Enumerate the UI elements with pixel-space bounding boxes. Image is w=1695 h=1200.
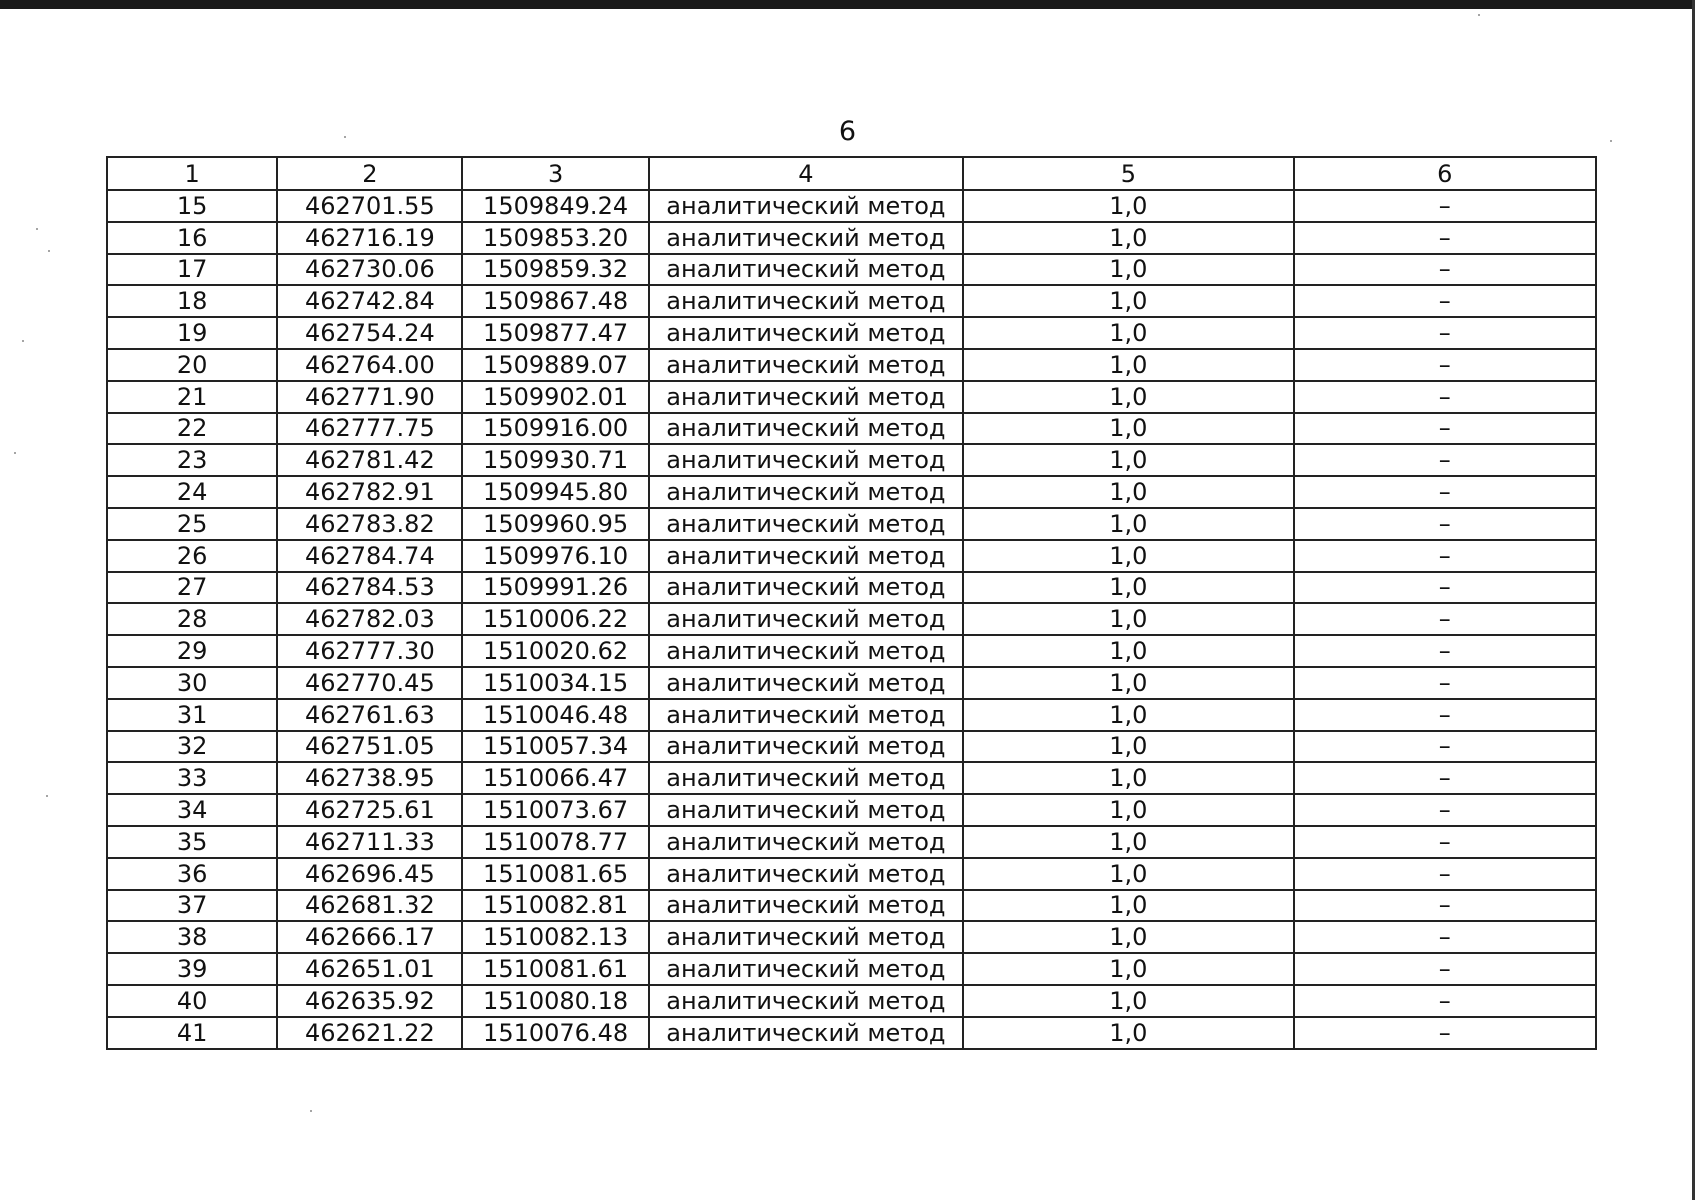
- x-coordinate-cell: 462738.95: [277, 762, 462, 794]
- x-coordinate-cell: 462777.75: [277, 413, 462, 445]
- method-cell: аналитический метод: [649, 762, 963, 794]
- method-cell: аналитический метод: [649, 349, 963, 381]
- table-row: [107, 603, 1596, 635]
- y-coordinate-cell: 1510081.65: [462, 858, 648, 890]
- method-cell: аналитический метод: [649, 667, 963, 699]
- scan-speck: [1478, 14, 1480, 16]
- method-cell: аналитический метод: [649, 603, 963, 635]
- table-row: [107, 572, 1596, 604]
- description-cell: –: [1294, 1017, 1596, 1049]
- point-number-cell: 27: [107, 572, 277, 604]
- point-number-cell: 41: [107, 1017, 277, 1049]
- x-coordinate-cell: 462742.84: [277, 285, 462, 317]
- method-cell: аналитический метод: [649, 285, 963, 317]
- table-row: [107, 667, 1596, 699]
- y-coordinate-cell: 1509889.07: [462, 349, 648, 381]
- method-cell: аналитический метод: [649, 953, 963, 985]
- y-coordinate-cell: 1510046.48: [462, 699, 648, 731]
- description-cell: –: [1294, 826, 1596, 858]
- table-row: [107, 540, 1596, 572]
- y-coordinate-cell: 1510076.48: [462, 1017, 648, 1049]
- description-cell: –: [1294, 540, 1596, 572]
- page-number: 6: [838, 116, 857, 147]
- scan-speck: [1610, 140, 1612, 142]
- accuracy-cell: 1,0: [963, 603, 1293, 635]
- method-cell: аналитический метод: [649, 572, 963, 604]
- y-coordinate-cell: 1509976.10: [462, 540, 648, 572]
- description-cell: –: [1294, 731, 1596, 763]
- scan-speck: [310, 1110, 312, 1112]
- y-coordinate-cell: 1510057.34: [462, 731, 648, 763]
- point-number-cell: 38: [107, 921, 277, 953]
- x-coordinate-cell: 462635.92: [277, 985, 462, 1017]
- scan-speck: [14, 452, 16, 454]
- coordinates-table: [106, 156, 1597, 1050]
- table-row: [107, 731, 1596, 763]
- description-cell: –: [1294, 858, 1596, 890]
- point-number-cell: 39: [107, 953, 277, 985]
- description-cell: –: [1294, 794, 1596, 826]
- accuracy-cell: 1,0: [963, 762, 1293, 794]
- y-coordinate-cell: 1509930.71: [462, 444, 648, 476]
- table-row: [107, 921, 1596, 953]
- method-cell: аналитический метод: [649, 826, 963, 858]
- point-number-cell: 32: [107, 731, 277, 763]
- x-coordinate-cell: 462681.32: [277, 890, 462, 922]
- method-cell: аналитический метод: [649, 381, 963, 413]
- y-coordinate-cell: 1510082.13: [462, 921, 648, 953]
- column-header-4: 4: [649, 157, 963, 190]
- point-number-cell: 15: [107, 190, 277, 222]
- x-coordinate-cell: 462784.74: [277, 540, 462, 572]
- description-cell: –: [1294, 444, 1596, 476]
- scan-speck: [48, 250, 50, 252]
- point-number-cell: 21: [107, 381, 277, 413]
- method-cell: аналитический метод: [649, 222, 963, 254]
- point-number-cell: 29: [107, 635, 277, 667]
- point-number-cell: 26: [107, 540, 277, 572]
- method-cell: аналитический метод: [649, 317, 963, 349]
- x-coordinate-cell: 462666.17: [277, 921, 462, 953]
- x-coordinate-cell: 462782.03: [277, 603, 462, 635]
- table-header: [107, 157, 1596, 190]
- description-cell: –: [1294, 667, 1596, 699]
- point-number-cell: 22: [107, 413, 277, 445]
- x-coordinate-cell: 462771.90: [277, 381, 462, 413]
- accuracy-cell: 1,0: [963, 826, 1293, 858]
- method-cell: аналитический метод: [649, 699, 963, 731]
- accuracy-cell: 1,0: [963, 349, 1293, 381]
- y-coordinate-cell: 1509916.00: [462, 413, 648, 445]
- table-row: [107, 317, 1596, 349]
- table-body: [107, 190, 1596, 1049]
- scan-speck: [46, 795, 48, 797]
- accuracy-cell: 1,0: [963, 1017, 1293, 1049]
- accuracy-cell: 1,0: [963, 508, 1293, 540]
- x-coordinate-cell: 462751.05: [277, 731, 462, 763]
- point-number-cell: 40: [107, 985, 277, 1017]
- table-row: [107, 476, 1596, 508]
- accuracy-cell: 1,0: [963, 667, 1293, 699]
- y-coordinate-cell: 1510081.61: [462, 953, 648, 985]
- table-row: [107, 508, 1596, 540]
- y-coordinate-cell: 1510078.77: [462, 826, 648, 858]
- description-cell: –: [1294, 508, 1596, 540]
- description-cell: –: [1294, 635, 1596, 667]
- method-cell: аналитический метод: [649, 858, 963, 890]
- method-cell: аналитический метод: [649, 190, 963, 222]
- accuracy-cell: 1,0: [963, 985, 1293, 1017]
- table-row: [107, 285, 1596, 317]
- description-cell: –: [1294, 190, 1596, 222]
- description-cell: –: [1294, 222, 1596, 254]
- description-cell: –: [1294, 413, 1596, 445]
- x-coordinate-cell: 462725.61: [277, 794, 462, 826]
- accuracy-cell: 1,0: [963, 699, 1293, 731]
- scan-speck: [22, 340, 24, 342]
- point-number-cell: 37: [107, 890, 277, 922]
- method-cell: аналитический метод: [649, 921, 963, 953]
- y-coordinate-cell: 1509902.01: [462, 381, 648, 413]
- table-row: [107, 1017, 1596, 1049]
- accuracy-cell: 1,0: [963, 381, 1293, 413]
- description-cell: –: [1294, 603, 1596, 635]
- x-coordinate-cell: 462761.63: [277, 699, 462, 731]
- description-cell: –: [1294, 349, 1596, 381]
- point-number-cell: 31: [107, 699, 277, 731]
- page-top-border: [0, 0, 1695, 9]
- description-cell: –: [1294, 762, 1596, 794]
- x-coordinate-cell: 462711.33: [277, 826, 462, 858]
- y-coordinate-cell: 1509945.80: [462, 476, 648, 508]
- point-number-cell: 35: [107, 826, 277, 858]
- x-coordinate-cell: 462696.45: [277, 858, 462, 890]
- y-coordinate-cell: 1510020.62: [462, 635, 648, 667]
- x-coordinate-cell: 462782.91: [277, 476, 462, 508]
- description-cell: –: [1294, 381, 1596, 413]
- description-cell: –: [1294, 285, 1596, 317]
- table-row: [107, 699, 1596, 731]
- accuracy-cell: 1,0: [963, 731, 1293, 763]
- table-row: [107, 890, 1596, 922]
- description-cell: –: [1294, 890, 1596, 922]
- table-row: [107, 222, 1596, 254]
- x-coordinate-cell: 462754.24: [277, 317, 462, 349]
- accuracy-cell: 1,0: [963, 254, 1293, 286]
- point-number-cell: 28: [107, 603, 277, 635]
- y-coordinate-cell: 1509867.48: [462, 285, 648, 317]
- method-cell: аналитический метод: [649, 1017, 963, 1049]
- y-coordinate-cell: 1509853.20: [462, 222, 648, 254]
- point-number-cell: 18: [107, 285, 277, 317]
- x-coordinate-cell: 462783.82: [277, 508, 462, 540]
- scan-speck: [36, 228, 38, 230]
- point-number-cell: 20: [107, 349, 277, 381]
- method-cell: аналитический метод: [649, 794, 963, 826]
- accuracy-cell: 1,0: [963, 794, 1293, 826]
- y-coordinate-cell: 1509849.24: [462, 190, 648, 222]
- accuracy-cell: 1,0: [963, 413, 1293, 445]
- x-coordinate-cell: 462730.06: [277, 254, 462, 286]
- accuracy-cell: 1,0: [963, 285, 1293, 317]
- point-number-cell: 33: [107, 762, 277, 794]
- table-row: [107, 635, 1596, 667]
- description-cell: –: [1294, 985, 1596, 1017]
- accuracy-cell: 1,0: [963, 222, 1293, 254]
- y-coordinate-cell: 1510006.22: [462, 603, 648, 635]
- x-coordinate-cell: 462716.19: [277, 222, 462, 254]
- column-header-5: 5: [963, 157, 1293, 190]
- x-coordinate-cell: 462651.01: [277, 953, 462, 985]
- accuracy-cell: 1,0: [963, 476, 1293, 508]
- point-number-cell: 17: [107, 254, 277, 286]
- table-row: [107, 985, 1596, 1017]
- y-coordinate-cell: 1510080.18: [462, 985, 648, 1017]
- column-header-6: 6: [1294, 157, 1596, 190]
- accuracy-cell: 1,0: [963, 635, 1293, 667]
- scan-speck: [344, 136, 346, 138]
- y-coordinate-cell: 1509960.95: [462, 508, 648, 540]
- point-number-cell: 19: [107, 317, 277, 349]
- point-number-cell: 25: [107, 508, 277, 540]
- table-row: [107, 190, 1596, 222]
- header-row: [107, 157, 1596, 190]
- method-cell: аналитический метод: [649, 985, 963, 1017]
- accuracy-cell: 1,0: [963, 858, 1293, 890]
- x-coordinate-cell: 462770.45: [277, 667, 462, 699]
- method-cell: аналитический метод: [649, 731, 963, 763]
- x-coordinate-cell: 462784.53: [277, 572, 462, 604]
- table-row: [107, 762, 1596, 794]
- description-cell: –: [1294, 476, 1596, 508]
- accuracy-cell: 1,0: [963, 953, 1293, 985]
- y-coordinate-cell: 1510034.15: [462, 667, 648, 699]
- description-cell: –: [1294, 953, 1596, 985]
- method-cell: аналитический метод: [649, 540, 963, 572]
- point-number-cell: 36: [107, 858, 277, 890]
- method-cell: аналитический метод: [649, 413, 963, 445]
- column-header-2: 2: [277, 157, 462, 190]
- y-coordinate-cell: 1510082.81: [462, 890, 648, 922]
- y-coordinate-cell: 1509859.32: [462, 254, 648, 286]
- table-row: [107, 413, 1596, 445]
- method-cell: аналитический метод: [649, 508, 963, 540]
- y-coordinate-cell: 1509991.26: [462, 572, 648, 604]
- description-cell: –: [1294, 572, 1596, 604]
- table-row: [107, 858, 1596, 890]
- x-coordinate-cell: 462781.42: [277, 444, 462, 476]
- accuracy-cell: 1,0: [963, 890, 1293, 922]
- description-cell: –: [1294, 254, 1596, 286]
- accuracy-cell: 1,0: [963, 317, 1293, 349]
- table-row: [107, 254, 1596, 286]
- point-number-cell: 24: [107, 476, 277, 508]
- table-row: [107, 444, 1596, 476]
- y-coordinate-cell: 1509877.47: [462, 317, 648, 349]
- column-header-3: 3: [462, 157, 648, 190]
- y-coordinate-cell: 1510066.47: [462, 762, 648, 794]
- x-coordinate-cell: 462764.00: [277, 349, 462, 381]
- point-number-cell: 30: [107, 667, 277, 699]
- method-cell: аналитический метод: [649, 890, 963, 922]
- accuracy-cell: 1,0: [963, 190, 1293, 222]
- table-row: [107, 381, 1596, 413]
- point-number-cell: 34: [107, 794, 277, 826]
- accuracy-cell: 1,0: [963, 572, 1293, 604]
- table-row: [107, 953, 1596, 985]
- table-row: [107, 349, 1596, 381]
- description-cell: –: [1294, 699, 1596, 731]
- point-number-cell: 23: [107, 444, 277, 476]
- description-cell: –: [1294, 317, 1596, 349]
- point-number-cell: 16: [107, 222, 277, 254]
- method-cell: аналитический метод: [649, 444, 963, 476]
- method-cell: аналитический метод: [649, 254, 963, 286]
- accuracy-cell: 1,0: [963, 444, 1293, 476]
- description-cell: –: [1294, 921, 1596, 953]
- table-row: [107, 826, 1596, 858]
- y-coordinate-cell: 1510073.67: [462, 794, 648, 826]
- accuracy-cell: 1,0: [963, 921, 1293, 953]
- x-coordinate-cell: 462701.55: [277, 190, 462, 222]
- accuracy-cell: 1,0: [963, 540, 1293, 572]
- table-row: [107, 794, 1596, 826]
- method-cell: аналитический метод: [649, 635, 963, 667]
- x-coordinate-cell: 462621.22: [277, 1017, 462, 1049]
- x-coordinate-cell: 462777.30: [277, 635, 462, 667]
- column-header-1: 1: [107, 157, 277, 190]
- method-cell: аналитический метод: [649, 476, 963, 508]
